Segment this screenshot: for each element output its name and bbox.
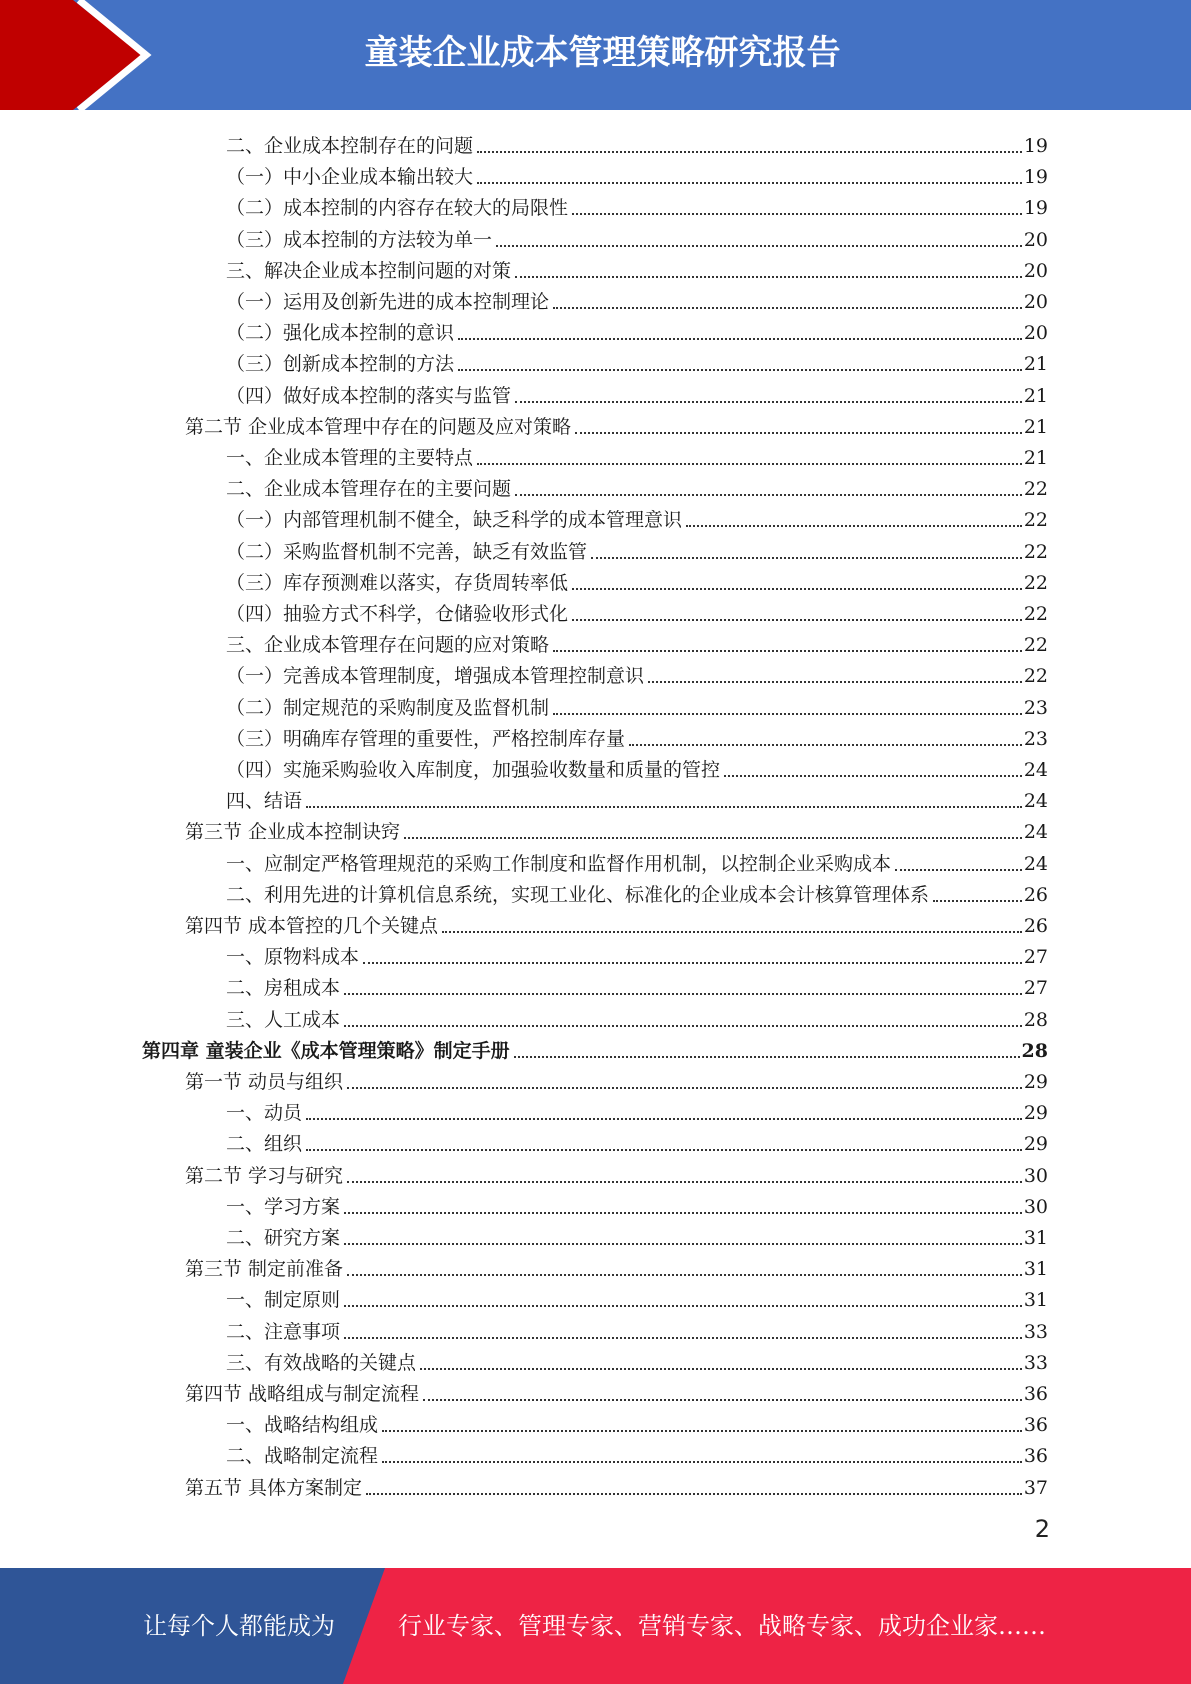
toc-entry[interactable]: [226, 1344, 1048, 1375]
toc-dot-leader: [344, 1212, 1022, 1214]
toc-entry-page: 22: [1023, 478, 1048, 501]
toc-entry-title: 第三节 制定前准备: [185, 1258, 344, 1281]
toc-entry-title: （三）库存预测难以落实，存货周转率低: [226, 571, 569, 594]
toc-entry-page: 20: [1023, 259, 1048, 282]
toc-entry-title: 第二节 学习与研究: [185, 1164, 344, 1187]
toc-entry[interactable]: [226, 283, 1048, 314]
toc-dot-leader: [306, 1118, 1022, 1120]
toc-entry[interactable]: [226, 782, 1048, 813]
toc-entry[interactable]: [226, 1219, 1048, 1250]
toc-entry-page: 30: [1023, 1164, 1048, 1187]
toc-entry[interactable]: [226, 657, 1048, 688]
page-number: 2: [1034, 1515, 1050, 1543]
toc-entry-page: 24: [1023, 852, 1048, 875]
toc-entry-title: 四、结语: [226, 790, 303, 813]
toc-entry[interactable]: [226, 751, 1048, 782]
toc-dot-leader: [591, 557, 1022, 559]
toc-entry-title: 一、应制定严格管理规范的采购工作制度和监督作用机制，以控制企业采购成本: [226, 852, 892, 875]
toc-entry-title: （一）内部管理机制不健全，缺乏科学的成本管理意识: [226, 509, 683, 532]
toc-entry[interactable]: [185, 1375, 1048, 1406]
toc-entry-page: 28: [1021, 1039, 1048, 1062]
toc-entry[interactable]: [226, 876, 1048, 907]
toc-entry-title: （一）完善成本管理制度，增强成本管理控制意识: [226, 665, 645, 688]
toc-entry-title: （三）成本控制的方法较为单一: [226, 228, 493, 251]
toc-dot-leader: [933, 900, 1022, 902]
toc-entry[interactable]: [226, 626, 1048, 657]
toc-entry-title: （二）采购监督机制不完善，缺乏有效监管: [226, 540, 588, 563]
toc-entry[interactable]: [226, 1001, 1048, 1032]
toc-entry-title: （四）做好成本控制的落实与监管: [226, 384, 512, 407]
toc-dot-leader: [648, 681, 1022, 683]
toc-dot-leader: [344, 1337, 1022, 1339]
footer-slogan-left: 让每个人都能成为: [143, 1612, 335, 1640]
toc-entry[interactable]: [142, 1032, 1048, 1063]
footer-slogan-right: 行业专家、管理专家、营销专家、战略专家、成功企业家……: [398, 1612, 1046, 1640]
toc-entry-page: 29: [1023, 1102, 1048, 1125]
toc-entry-title: 第三节 企业成本控制诀窍: [185, 821, 401, 844]
toc-entry-title: 一、动员: [226, 1102, 303, 1125]
toc-entry[interactable]: [226, 969, 1048, 1000]
toc-entry[interactable]: [226, 845, 1048, 876]
toc-entry-page: 22: [1023, 509, 1048, 532]
toc-entry[interactable]: [226, 564, 1048, 595]
toc-dot-leader: [496, 245, 1022, 247]
toc-entry[interactable]: [226, 345, 1048, 376]
toc-entry-page: 33: [1023, 1320, 1048, 1343]
toc-dot-leader: [344, 993, 1022, 995]
toc-entry-title: 二、企业成本控制存在的问题: [226, 135, 474, 157]
toc-entry[interactable]: [226, 470, 1048, 501]
toc-dot-leader: [572, 588, 1022, 590]
toc-entry[interactable]: [226, 221, 1048, 252]
toc-entry[interactable]: [226, 1125, 1048, 1156]
toc-entry-page: 21: [1023, 353, 1048, 376]
toc-entry[interactable]: [226, 533, 1048, 564]
toc-entry[interactable]: [226, 938, 1048, 969]
toc-entry[interactable]: [226, 1437, 1048, 1468]
toc-entry-page: 36: [1023, 1445, 1048, 1468]
toc-entry[interactable]: [226, 595, 1048, 626]
toc-entry-title: 二、战略制定流程: [226, 1445, 379, 1468]
toc-entry-page: 22: [1023, 634, 1048, 657]
toc-dot-leader: [575, 432, 1022, 434]
toc-dot-leader: [553, 307, 1022, 309]
toc-entry-page: 24: [1023, 759, 1048, 781]
toc-entry-page: 36: [1023, 1414, 1048, 1437]
toc-dot-leader: [347, 1274, 1022, 1276]
toc-dot-leader: [572, 213, 1022, 215]
toc-entry-page: 23: [1023, 727, 1048, 750]
toc-entry-page: 26: [1023, 883, 1048, 906]
toc-entry-title: （二）强化成本控制的意识: [226, 322, 455, 345]
toc-entry-title: （一）中小企业成本输出较大: [226, 166, 474, 189]
toc-entry-page: 22: [1023, 540, 1048, 563]
toc-entry-title: 三、人工成本: [226, 1008, 341, 1031]
toc-entry-title: 三、企业成本管理存在问题的应对策略: [226, 634, 550, 657]
toc-entry-page: 24: [1023, 790, 1048, 813]
toc-dot-leader: [477, 463, 1022, 465]
toc-dot-leader: [477, 182, 1022, 184]
toc-dot-leader: [347, 1087, 1022, 1089]
toc-entry-title: （三）明确库存管理的重要性，严格控制库存量: [226, 727, 626, 750]
toc-entry-title: 第五节 具体方案制定: [185, 1476, 363, 1499]
toc-dot-leader: [572, 619, 1022, 621]
toc-entry[interactable]: [226, 1094, 1048, 1125]
toc-entry[interactable]: [226, 1406, 1048, 1437]
toc-entry-page: 21: [1023, 415, 1048, 438]
toc-entry-page: 29: [1023, 1071, 1048, 1093]
toc-dot-leader: [382, 1461, 1022, 1463]
toc-entry-page: 21: [1023, 384, 1048, 407]
toc-dot-leader: [515, 494, 1022, 496]
toc-entry-page: 31: [1023, 1258, 1048, 1281]
toc-dot-leader: [344, 1025, 1022, 1027]
toc-entry-page: 22: [1023, 571, 1048, 594]
toc-dot-leader: [895, 869, 1022, 871]
toc-entry-page: 19: [1023, 166, 1048, 189]
toc-entry-page: 22: [1023, 665, 1048, 688]
toc-entry-title: 一、学习方案: [226, 1195, 341, 1218]
toc-entry-page: 33: [1023, 1351, 1048, 1374]
toc-entry-title: 三、有效战略的关键点: [226, 1351, 417, 1374]
toc-entry-title: （一）运用及创新先进的成本控制理论: [226, 291, 550, 313]
toc-entry-page: 27: [1023, 977, 1048, 1000]
toc-dot-leader: [442, 931, 1022, 933]
toc-entry[interactable]: [226, 252, 1048, 283]
toc-dot-leader: [553, 650, 1022, 652]
toc-entry[interactable]: [226, 689, 1048, 720]
toc-entry-page: 29: [1023, 1133, 1048, 1156]
toc-entry[interactable]: [185, 1157, 1048, 1188]
toc-entry[interactable]: [226, 314, 1048, 345]
toc-entry-page: 31: [1023, 1227, 1048, 1249]
toc-entry-page: 23: [1023, 696, 1048, 719]
toc-entry-title: 一、战略结构组成: [226, 1414, 379, 1437]
toc-entry-title: 二、研究方案: [226, 1227, 341, 1249]
toc-entry-page: 30: [1023, 1195, 1048, 1218]
toc-entry-page: 36: [1023, 1383, 1048, 1405]
toc-dot-leader: [306, 806, 1022, 808]
toc-entry-page: 20: [1023, 322, 1048, 345]
toc-entry-page: 31: [1023, 1289, 1048, 1312]
toc-entry-page: 24: [1023, 821, 1048, 844]
toc-entry-title: 二、注意事项: [226, 1320, 341, 1343]
toc-entry-page: 37: [1023, 1476, 1048, 1499]
toc-entry[interactable]: [226, 720, 1048, 751]
toc-entry-title: 二、组织: [226, 1133, 303, 1156]
toc-dot-leader: [363, 962, 1022, 964]
toc-entry[interactable]: [226, 127, 1048, 158]
toc-entry[interactable]: [185, 1250, 1048, 1281]
toc-dot-leader: [553, 713, 1022, 715]
toc-dot-leader: [404, 837, 1022, 839]
toc-entry[interactable]: [226, 1188, 1048, 1219]
toc-entry[interactable]: [226, 189, 1048, 220]
toc-entry[interactable]: [226, 1281, 1048, 1312]
toc-dot-leader: [477, 151, 1022, 153]
toc-dot-leader: [382, 1430, 1022, 1432]
toc-dot-leader: [514, 1056, 1020, 1058]
toc-dot-leader: [420, 1368, 1022, 1370]
toc-entry-title: 第二节 企业成本管理中存在的问题及应对策略: [185, 415, 572, 438]
toc-dot-leader: [344, 1305, 1022, 1307]
toc-entry-title: （二）制定规范的采购制度及监督机制: [226, 696, 550, 719]
toc-entry-title: 第一节 动员与组织: [185, 1071, 344, 1093]
toc-entry-page: 20: [1023, 291, 1048, 313]
toc-entry[interactable]: [185, 907, 1048, 938]
toc-entry[interactable]: [226, 377, 1048, 408]
toc-entry[interactable]: [185, 813, 1048, 844]
toc-entry[interactable]: [185, 1469, 1048, 1500]
toc-entry[interactable]: [226, 1313, 1048, 1344]
toc-dot-leader: [686, 525, 1022, 527]
toc-entry-title: 第四节 战略组成与制定流程: [185, 1383, 420, 1405]
toc-entry[interactable]: [185, 1063, 1048, 1094]
toc-entry-title: 一、制定原则: [226, 1289, 341, 1312]
document-title: 童装企业成本管理策略研究报告: [364, 33, 841, 73]
toc-entry-title: （四）抽验方式不科学，仓储验收形式化: [226, 603, 569, 625]
toc-entry-page: 22: [1023, 603, 1048, 625]
toc-entry[interactable]: [226, 439, 1048, 470]
toc-entry-page: 19: [1023, 135, 1048, 157]
toc-entry-title: 二、房租成本: [226, 977, 341, 1000]
toc-entry[interactable]: [185, 408, 1048, 439]
toc-entry[interactable]: [226, 501, 1048, 532]
toc-entry-title: （三）创新成本控制的方法: [226, 353, 455, 376]
toc-entry-title: 二、利用先进的计算机信息系统，实现工业化、标准化的企业成本会计核算管理体系: [226, 883, 930, 906]
toc-entry-page: 21: [1023, 447, 1048, 469]
page-header: [0, 0, 1191, 110]
toc-entry-title: 二、企业成本管理存在的主要问题: [226, 478, 512, 501]
toc-entry[interactable]: [226, 158, 1048, 189]
toc-dot-leader: [515, 401, 1022, 403]
toc-entry-title: 第四章 童装企业《成本管理策略》制定手册: [142, 1039, 510, 1062]
toc-dot-leader: [306, 1149, 1022, 1151]
toc-dot-leader: [724, 775, 1022, 777]
toc-entry-title: 三、解决企业成本控制问题的对策: [226, 259, 512, 282]
toc-dot-leader: [458, 369, 1022, 371]
toc-dot-leader: [458, 338, 1022, 340]
toc-entry-page: 19: [1023, 197, 1048, 220]
toc-dot-leader: [515, 276, 1022, 278]
toc-entry-title: （四）实施采购验收入库制度，加强验收数量和质量的管控: [226, 759, 721, 781]
toc-dot-leader: [344, 1243, 1022, 1245]
toc-entry-page: 20: [1023, 228, 1048, 251]
toc-entry-title: 一、企业成本管理的主要特点: [226, 447, 474, 469]
toc-dot-leader: [423, 1399, 1022, 1401]
toc-entry-page: 26: [1023, 915, 1048, 937]
toc-entry-title: 一、原物料成本: [226, 946, 360, 969]
toc-entry-page: 27: [1023, 946, 1048, 969]
page-footer: [0, 1568, 1191, 1684]
toc-dot-leader: [347, 1181, 1022, 1183]
toc-entry-title: （二）成本控制的内容存在较大的局限性: [226, 197, 569, 220]
toc-entry-page: 28: [1023, 1008, 1048, 1031]
toc-entry-title: 第四节 成本管控的几个关键点: [185, 915, 439, 937]
toc-dot-leader: [629, 744, 1022, 746]
toc-dot-leader: [366, 1493, 1022, 1495]
